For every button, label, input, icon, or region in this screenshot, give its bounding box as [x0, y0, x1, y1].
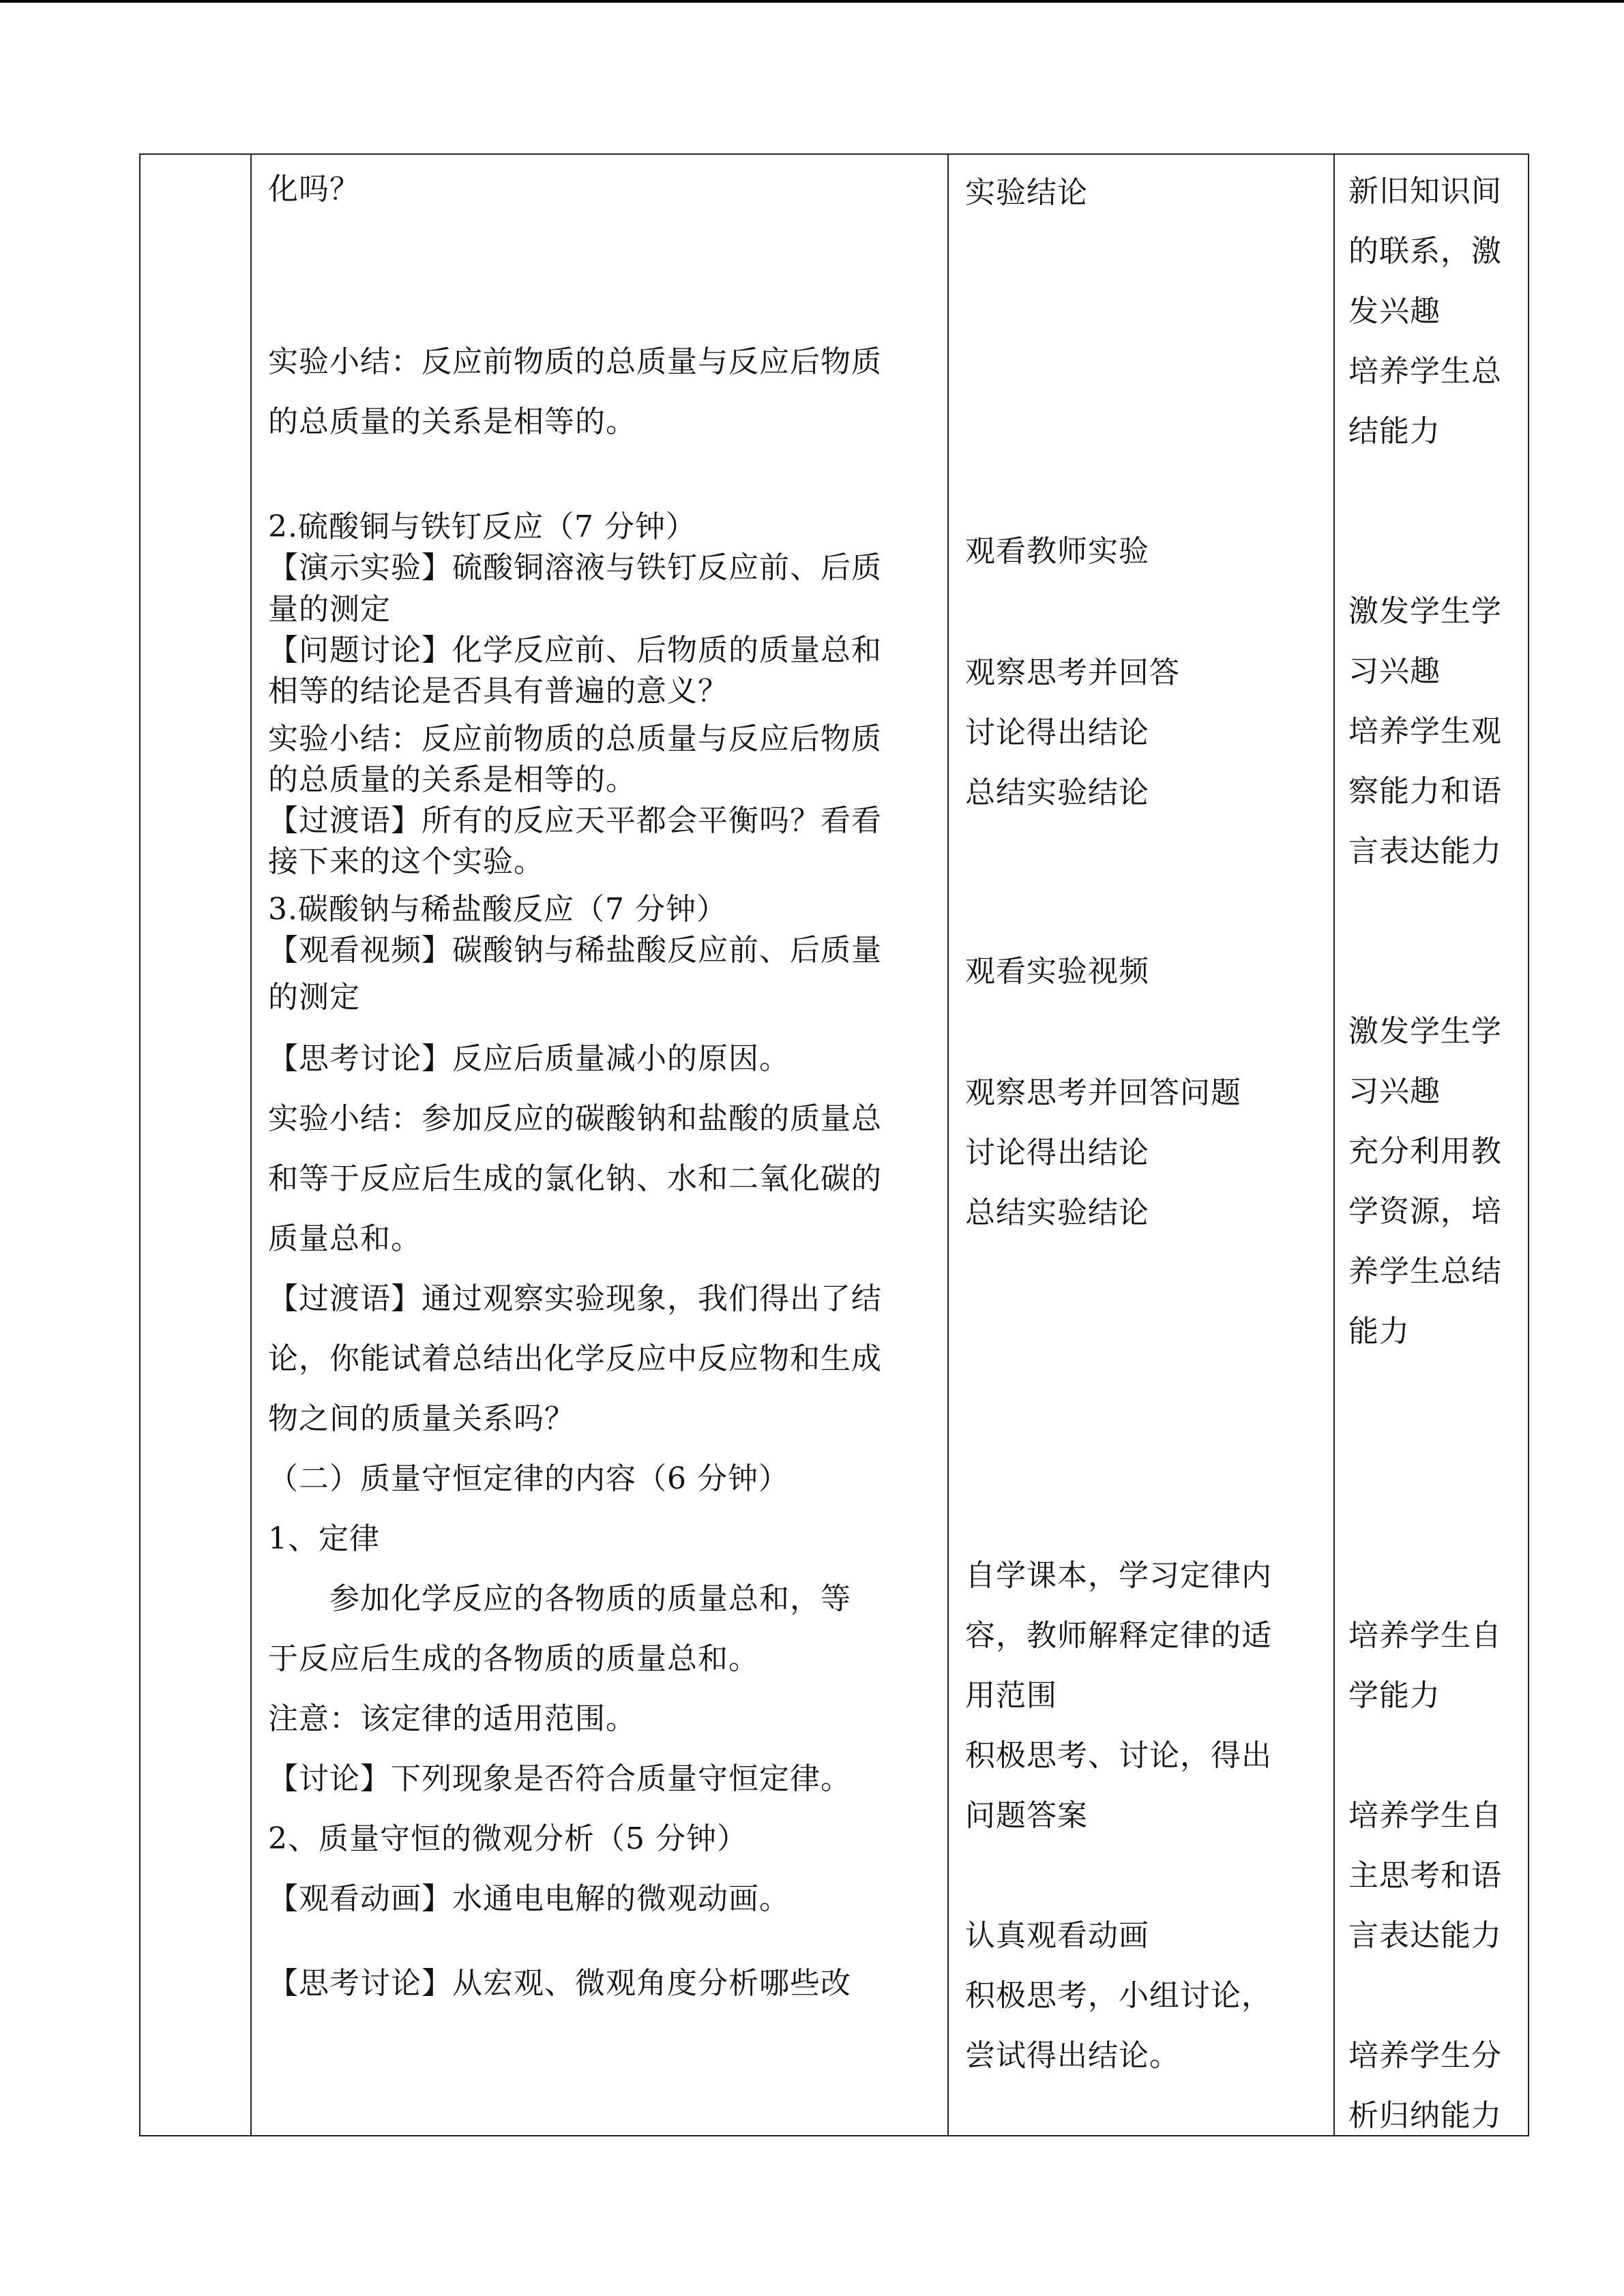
teacher-line: 【演示实验】硫酸铜溶液与铁钉反应前、后质 — [268, 550, 882, 585]
intent-line: 充分利用教 — [1348, 1134, 1502, 1169]
column-design-intent — [1335, 153, 1528, 2136]
student-line: 讨论得出结论 — [965, 1135, 1149, 1170]
intent-line: 言表达能力 — [1348, 1918, 1502, 1953]
teacher-line: 【问题讨论】化学反应前、后物质的质量总和 — [268, 633, 882, 668]
teacher-line: （二）质量守恒定律的内容（6 分钟） — [268, 1461, 789, 1496]
page-top-border — [0, 0, 1624, 3]
teacher-line: 的总质量的关系是相等的。 — [268, 404, 636, 439]
teacher-line: 2、质量守恒的微观分析（5 分钟） — [268, 1821, 748, 1856]
student-line: 讨论得出结论 — [965, 715, 1149, 750]
teacher-line: 【思考讨论】反应后质量减小的原因。 — [268, 1041, 790, 1076]
student-line: 容，教师解释定律的适 — [965, 1618, 1272, 1653]
teacher-line: 实验小结：参加反应的碳酸钠和盐酸的质量总 — [268, 1101, 882, 1136]
student-line: 尝试得出结论。 — [965, 2038, 1180, 2073]
student-line: 实验结论 — [965, 175, 1088, 210]
teacher-line: 的总质量的关系是相等的。 — [268, 762, 636, 797]
teacher-line: 2.硫酸铜与铁钉反应（7 分钟） — [268, 509, 696, 544]
intent-line: 言表达能力 — [1348, 834, 1502, 869]
intent-line: 结能力 — [1348, 414, 1441, 449]
student-line: 总结实验结论 — [965, 775, 1149, 810]
intent-line: 新旧知识间 — [1348, 174, 1502, 209]
intent-line: 培养学生自 — [1348, 1798, 1502, 1833]
intent-line: 主思考和语 — [1348, 1858, 1502, 1893]
teacher-line: 1、定律 — [268, 1521, 380, 1556]
teacher-line: 实验小结：反应前物质的总质量与反应后物质 — [268, 344, 882, 379]
teacher-line: 量的测定 — [268, 592, 391, 627]
student-line: 观看实验视频 — [965, 954, 1149, 989]
teacher-line: 【过渡语】所有的反应天平都会平衡吗？看看 — [268, 803, 882, 838]
student-line: 自学课本，学习定律内 — [965, 1558, 1272, 1593]
teacher-line: 接下来的这个实验。 — [268, 844, 544, 879]
teacher-line: 化吗？ — [268, 172, 360, 207]
teacher-line: 质量总和。 — [268, 1221, 422, 1256]
column-teacher-activity — [252, 153, 947, 2136]
intent-line: 习兴趣 — [1348, 654, 1441, 689]
intent-line: 察能力和语 — [1348, 774, 1502, 809]
teacher-line: 论，你能试着总结出化学反应中反应物和生成 — [268, 1341, 882, 1376]
teacher-line: 物之间的质量关系吗？ — [268, 1401, 575, 1436]
column-student-activity — [949, 153, 1333, 2136]
student-line: 观看教师实验 — [965, 534, 1149, 569]
student-line: 观察思考并回答 — [965, 655, 1180, 690]
teacher-line: 【讨论】下列现象是否符合质量守恒定律。 — [268, 1761, 851, 1796]
intent-line: 激发学生学 — [1348, 594, 1502, 629]
intent-line: 习兴趣 — [1348, 1074, 1441, 1109]
teacher-line: 【观看动画】水通电电解的微观动画。 — [268, 1881, 790, 1916]
teacher-line: 参加化学反应的各物质的质量总和，等 — [268, 1581, 851, 1616]
teacher-line: 注意：该定律的适用范围。 — [268, 1701, 636, 1736]
student-line: 用范围 — [965, 1678, 1057, 1713]
intent-line: 的联系，激 — [1348, 234, 1502, 269]
intent-line: 发兴趣 — [1348, 294, 1441, 329]
teacher-line: 和等于反应后生成的氯化钠、水和二氧化碳的 — [268, 1161, 882, 1196]
teacher-line: 于反应后生成的各物质的质量总和。 — [268, 1641, 759, 1676]
student-line: 总结实验结论 — [965, 1195, 1149, 1230]
student-line: 积极思考、讨论，得出 — [965, 1738, 1272, 1773]
student-line: 积极思考，小组讨论， — [965, 1978, 1272, 2013]
column-stage — [141, 153, 250, 2136]
student-line: 问题答案 — [965, 1798, 1088, 1833]
teacher-line: 3.碳酸钠与稀盐酸反应（7 分钟） — [268, 892, 727, 927]
intent-line: 培养学生观 — [1348, 714, 1502, 749]
student-line: 认真观看动画 — [965, 1918, 1149, 1953]
intent-line: 培养学生总 — [1348, 354, 1502, 389]
intent-line: 培养学生自 — [1348, 1618, 1502, 1653]
teacher-line: 的测定 — [268, 980, 360, 1015]
teacher-line: 【观看视频】碳酸钠与稀盐酸反应前、后质量 — [268, 933, 882, 968]
teacher-line: 【过渡语】通过观察实验现象，我们得出了结 — [268, 1281, 882, 1316]
intent-line: 激发学生学 — [1348, 1014, 1502, 1049]
intent-line: 养学生总结 — [1348, 1254, 1502, 1289]
teacher-line: 【思考讨论】从宏观、微观角度分析哪些改 — [268, 1966, 851, 2001]
teacher-line: 实验小结：反应前物质的总质量与反应后物质 — [268, 721, 882, 756]
intent-line: 学资源，培 — [1348, 1194, 1502, 1229]
intent-line: 培养学生分 — [1348, 2038, 1502, 2073]
intent-line: 析归纳能力 — [1348, 2098, 1502, 2133]
intent-line: 学能力 — [1348, 1678, 1441, 1713]
student-line: 观察思考并回答问题 — [965, 1075, 1241, 1110]
intent-line: 能力 — [1348, 1314, 1410, 1349]
teacher-line: 相等的结论是否具有普遍的意义？ — [268, 674, 728, 709]
